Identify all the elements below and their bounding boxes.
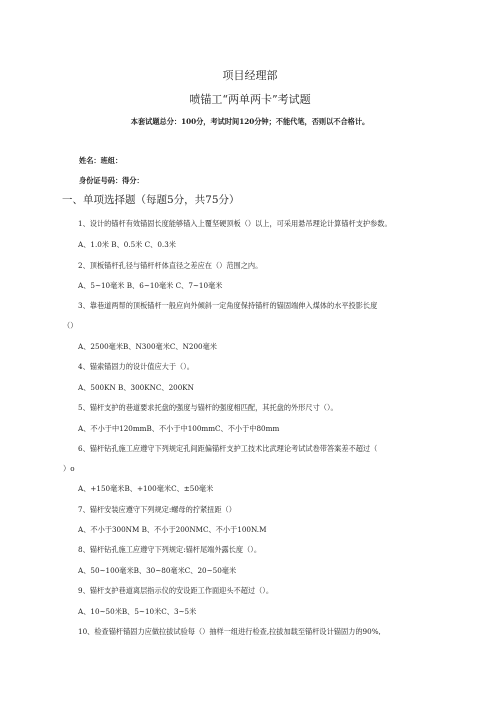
question-3-options: A、2500毫米B、N300毫米C、N200毫米 bbox=[78, 342, 217, 351]
name-group-label: 姓名：班组： bbox=[79, 156, 123, 165]
question-6-options: A、+150毫米B、+100毫米C、±50毫米 bbox=[78, 484, 214, 493]
question-2: 2、顶板锚杆孔径与锚杆杆体直径之差应在（）范围之内。 bbox=[78, 261, 263, 270]
question-5: 5、锚杆支护的巷道要求托盘的强度与锚杆的强度相匹配，其托盘的外形尺寸（）。 bbox=[78, 403, 338, 412]
question-7-options: A、不小于300NM B、不小于200NMC、不小于100N.M bbox=[78, 525, 267, 534]
question-3-continuation: （） bbox=[63, 321, 78, 330]
question-1-options: A、1.0米 B、0.5米 C、0.3米 bbox=[78, 240, 176, 249]
id-score-label: 身份证号码：得分： bbox=[79, 176, 144, 185]
exam-notice: 本套试题总分：100分，考试时间120分钟；不能代笔，否则以不合格计。 bbox=[130, 117, 370, 126]
question-2-options: A、5~10毫米 B、6~10毫米 C、7~10毫米 bbox=[78, 281, 223, 290]
section-title: 一、单项选择题（每题5分，共75分） bbox=[62, 194, 240, 206]
question-5-options: A、不小于中120mmB、不小于中100mmC、不小于中80mm bbox=[78, 424, 280, 433]
question-6: 6、锚杆钻孔施工应遵守下列规定孔间距偏锚杆支护工技术比武理论考试试卷带答案差不超过（ bbox=[78, 444, 378, 453]
question-3: 3、靠巷道两帮的顶板锚杆一般应向外倾斜一定角度保持锚杆的锚固端伸入煤体的水平投影长度 bbox=[78, 301, 378, 310]
question-9-options: A、10~50米B、5~10米C、3~5米 bbox=[78, 607, 197, 616]
question-1: 1、设计的锚杆有效锚固长度能够锚入上覆坚硬顶板（）以上，可采用悬吊理论计算锚杆支护参数。 bbox=[78, 219, 392, 228]
question-10: 10、检查锚杆锚固力应做拉拔试验每（）抽样一组进行检查,拉拔加载至锚杆设计锚固力的90%, bbox=[78, 627, 381, 636]
question-7: 7、锚杆安装应遵守下列规定:螺母的拧紧扭距（） bbox=[78, 505, 236, 514]
department-heading: 项目经理部 bbox=[222, 69, 278, 82]
question-8: 8、锚杆钻孔施工应遵守下列规定:锚杆尾端外露长度（）。 bbox=[78, 545, 262, 554]
question-4: 4、锚索锚固力的设计值应大于（）。 bbox=[78, 362, 194, 371]
question-8-options: A、50~100毫米B、30~80毫米C、20~50毫米 bbox=[78, 566, 237, 575]
question-4-options: A、500KN B、300KNC、200KN bbox=[78, 383, 194, 392]
question-6-continuation: ）o bbox=[63, 464, 75, 473]
exam-title: 喷锚工“两单两卡”考试题 bbox=[189, 93, 311, 106]
question-9: 9、锚杆支护巷道离层指示仪的安设距工作面迎头不超过（）。 bbox=[78, 586, 274, 595]
